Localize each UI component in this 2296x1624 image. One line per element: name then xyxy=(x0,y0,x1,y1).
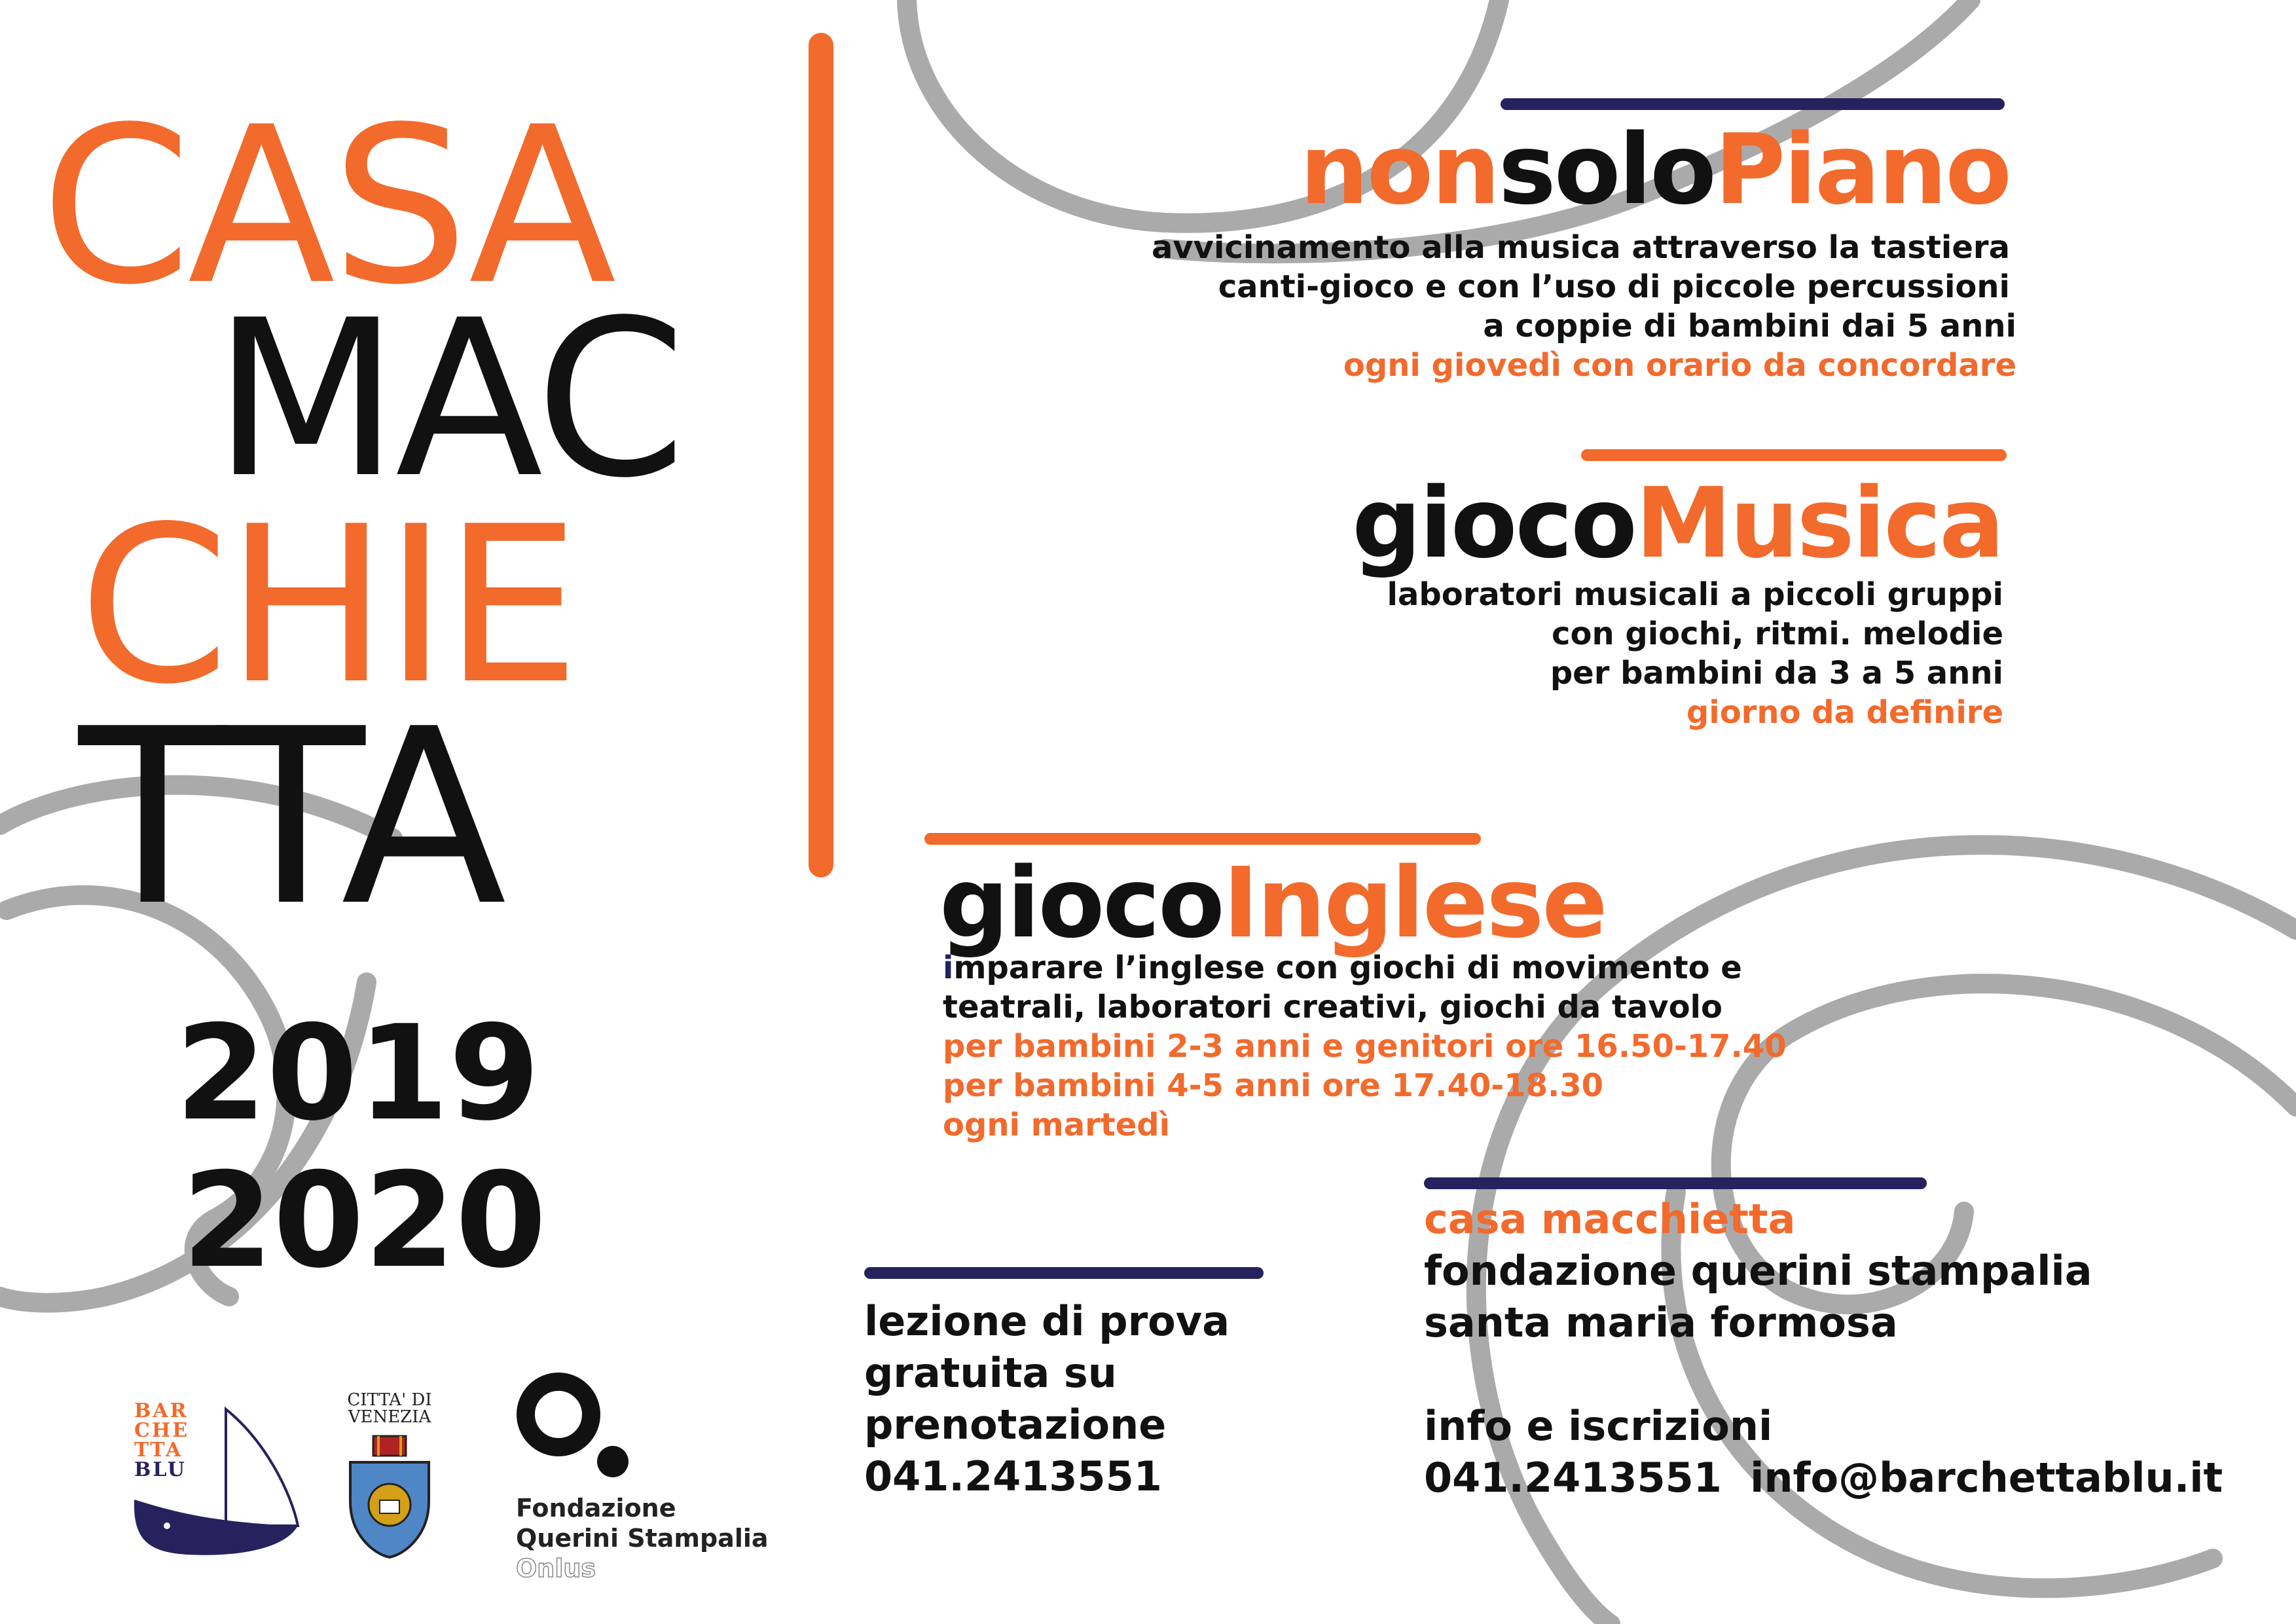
venue-line-2: santa maria formosa xyxy=(1424,1299,1898,1346)
venue-contact: 041.2413551 info@barchettablu.it xyxy=(1424,1454,2223,1502)
piano-line-3: a coppie di bambini dai 5 anni xyxy=(1483,308,2016,344)
piano-title-solo: solo xyxy=(1498,113,1715,226)
trial-block xyxy=(864,1295,1230,1502)
piano-line-2: canti-gioco e con l’uso di piccole percussioni xyxy=(1218,268,2010,305)
inglese-top-bar xyxy=(924,833,1481,845)
venue-top-bar xyxy=(1424,1177,1927,1189)
venezia-logo xyxy=(340,1392,439,1562)
trial-line-1: lezione di prova xyxy=(864,1297,1230,1345)
title-tta: TTA xyxy=(79,678,501,959)
piano-line-1: avvicinamento alla musica attraverso la tastiera xyxy=(1151,229,2010,266)
musica-top-bar xyxy=(1581,449,2007,461)
venue-line-1: fondazione querini stampalia xyxy=(1424,1247,2092,1295)
barchetta-line-4: BLU xyxy=(134,1458,187,1481)
trial-phone: 041.2413551 xyxy=(864,1452,1162,1500)
querini-line-1: Fondazione xyxy=(516,1494,676,1522)
querini-logo xyxy=(516,1369,791,1591)
barchetta-blu-logo xyxy=(128,1395,311,1559)
barchetta-line-3: TTA xyxy=(134,1439,183,1462)
trial-line-3: prenotazione xyxy=(864,1401,1167,1449)
inglese-title xyxy=(939,847,1606,959)
title-mac: MAC xyxy=(213,274,683,525)
musica-line-2: con giochi, ritmi. melodie xyxy=(1552,616,2003,652)
musica-schedule: giorno da definire xyxy=(1686,694,2003,731)
piano-title-piano: Piano xyxy=(1714,113,2010,226)
inglese-line-1-rest: mparare l’inglese con giochi di movimento e xyxy=(953,950,1742,986)
venue-name: casa macchietta xyxy=(1424,1195,1796,1243)
querini-circle-icon xyxy=(516,1369,647,1486)
inglese-schedule-3: ogni martedì xyxy=(943,1107,1171,1143)
musica-title-musica: Musica xyxy=(1635,467,2003,580)
year-2019: 2019 xyxy=(175,997,540,1150)
title-casa: CASA xyxy=(41,81,613,332)
inglese-schedule-2: per bambini 4-5 anni ore 17.40-18.30 xyxy=(943,1067,1604,1104)
inglese-first-letter: i xyxy=(943,950,954,986)
inglese-line-2: teatrali, laboratori creativi, giochi da tavolo xyxy=(943,989,1722,1025)
inglese-schedule-1: per bambini 2-3 anni e genitori ore 16.50-17.40 xyxy=(943,1028,1787,1065)
musica-line-1: laboratori musicali a piccoli gruppi xyxy=(1387,576,2003,613)
querini-line-2: Querini Stampalia xyxy=(516,1524,769,1553)
vertical-divider xyxy=(809,33,833,877)
year-2020: 2020 xyxy=(182,1145,547,1297)
musica-title-gioco: gioco xyxy=(1352,467,1635,580)
inglese-title-gioco: gioco xyxy=(939,847,1223,959)
musica-title xyxy=(1352,467,2003,580)
barchetta-line-2: CHE xyxy=(134,1419,190,1442)
title-chie: CHIE xyxy=(79,480,577,731)
trial-line-2: gratuita su xyxy=(864,1349,1117,1397)
piano-title xyxy=(1300,113,2010,226)
piano-title-non: non xyxy=(1300,113,1499,226)
piano-schedule: ogni giovedì con orario da concordare xyxy=(1343,347,2016,384)
venezia-crest-icon xyxy=(340,1430,439,1560)
venezia-line-1: CITTA' DI xyxy=(347,1390,432,1410)
inglese-title-inglese: Inglese xyxy=(1222,847,1606,959)
barchetta-line-1: BAR xyxy=(134,1399,189,1422)
querini-line-3: Onlus xyxy=(516,1554,596,1583)
musica-line-3: per bambini da 3 a 5 anni xyxy=(1550,655,2003,692)
inglese-line-1 xyxy=(943,948,1742,987)
venue-block xyxy=(1424,1193,2223,1504)
trial-top-bar xyxy=(864,1267,1264,1279)
venezia-line-2: VENEZIA xyxy=(348,1407,431,1427)
venue-info-label: info e iscrizioni xyxy=(1424,1402,1773,1450)
piano-top-bar xyxy=(1501,98,2005,110)
